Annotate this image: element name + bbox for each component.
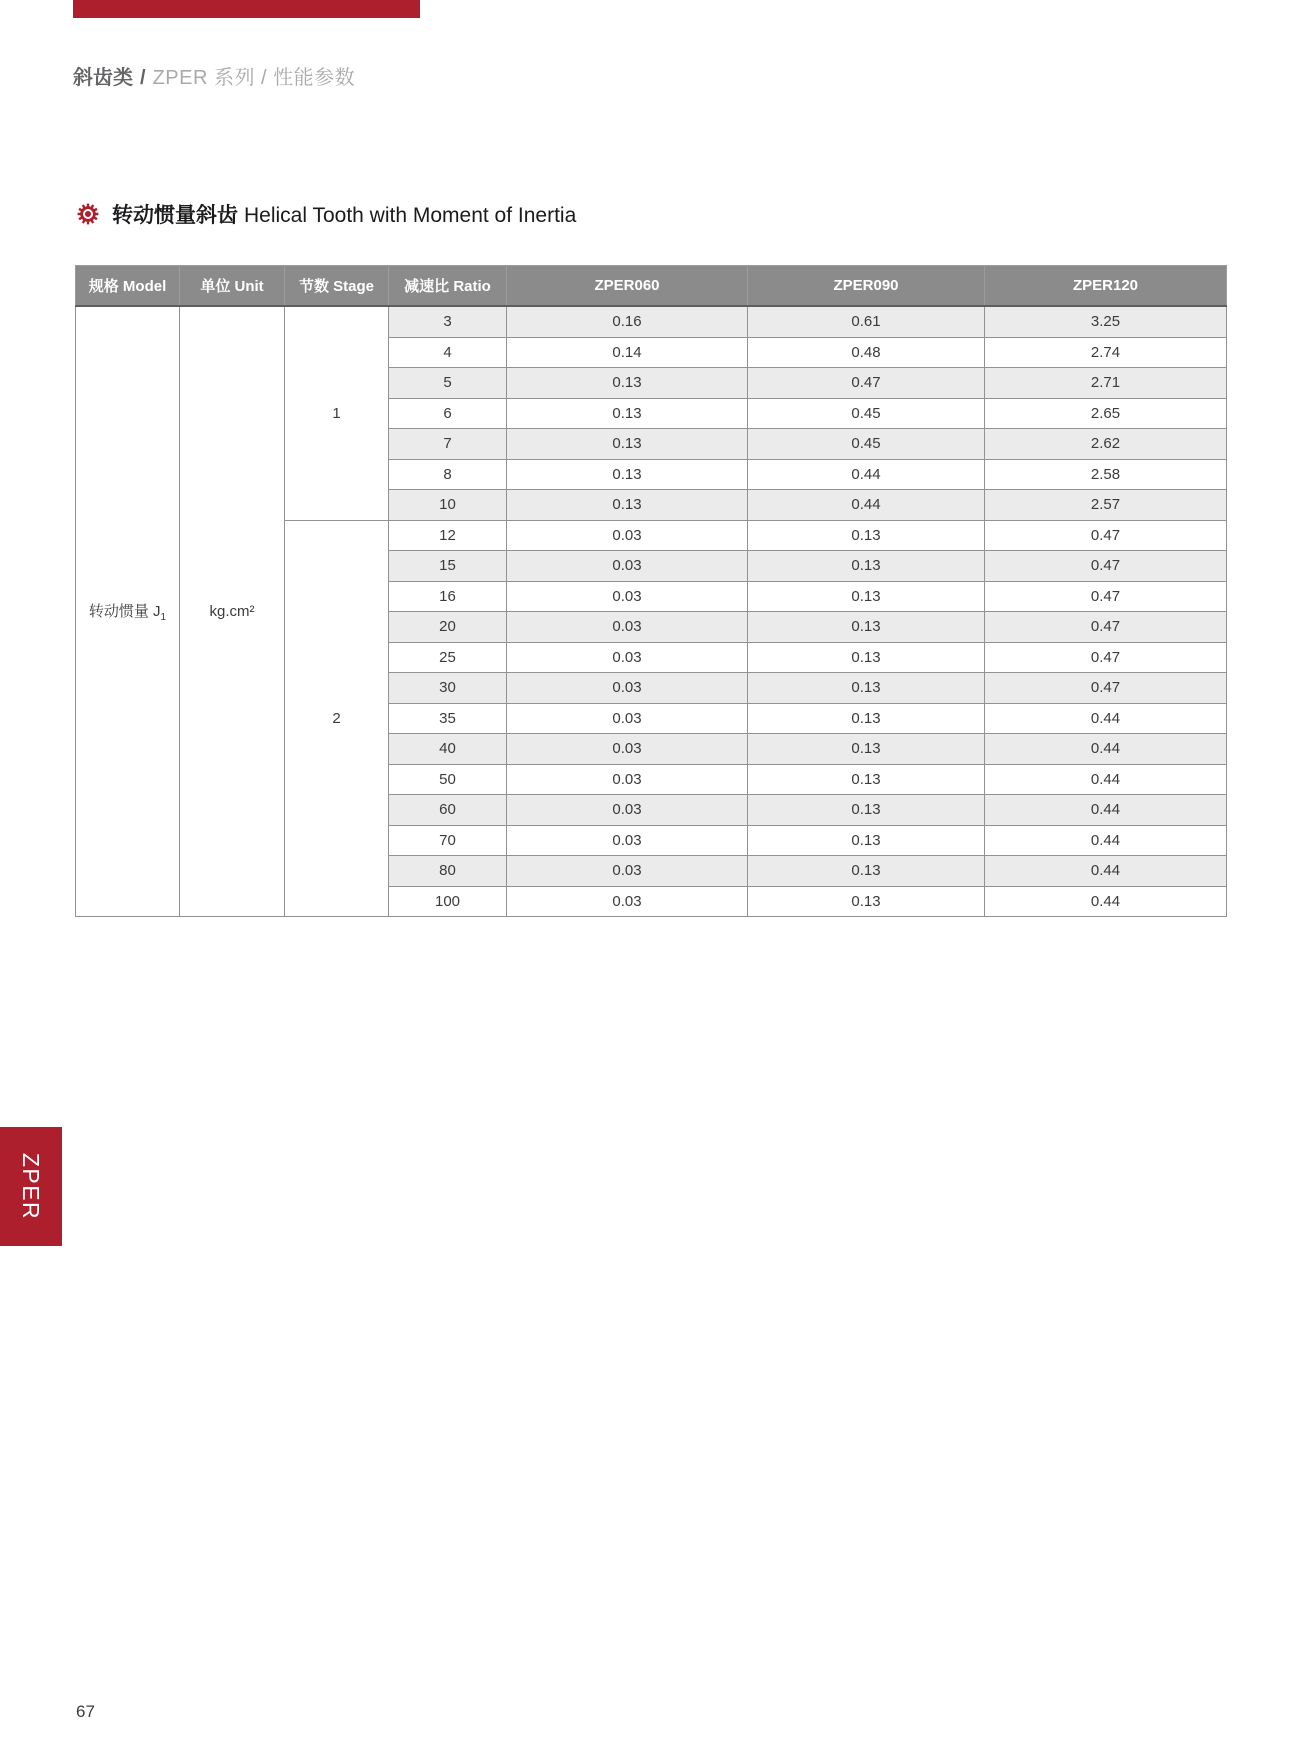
breadcrumb [73, 64, 355, 92]
col-header-unit: 单位 Unit [180, 266, 285, 307]
value-cell-zper060: 0.03 [507, 581, 748, 612]
col-header-zper090: ZPER090 [748, 266, 985, 307]
ratio-cell: 25 [389, 642, 507, 673]
ratio-cell: 5 [389, 368, 507, 399]
ratio-cell: 30 [389, 673, 507, 704]
value-cell-zper120: 0.44 [985, 825, 1227, 856]
stage-cell: 2 [285, 520, 389, 917]
value-cell-zper120: 0.44 [985, 856, 1227, 887]
value-cell-zper090: 0.13 [748, 520, 985, 551]
value-cell-zper060: 0.03 [507, 856, 748, 887]
inertia-table-wrap [75, 265, 1226, 917]
value-cell-zper060: 0.13 [507, 459, 748, 490]
value-cell-zper060: 0.16 [507, 306, 748, 337]
model-cell: 转动惯量 $J_1$ [76, 306, 180, 917]
ratio-cell: 10 [389, 490, 507, 521]
value-cell-zper120: 0.47 [985, 642, 1227, 673]
inertia-table-body [76, 306, 1227, 917]
ratio-cell: 15 [389, 551, 507, 582]
gear-icon [76, 202, 100, 226]
side-tab-label: ZPER [18, 1152, 45, 1221]
value-cell-zper120: 3.25 [985, 306, 1227, 337]
col-header-zper060: ZPER060 [507, 266, 748, 307]
value-cell-zper090: 0.13 [748, 856, 985, 887]
value-cell-zper090: 0.13 [748, 703, 985, 734]
value-cell-zper060: 0.13 [507, 368, 748, 399]
value-cell-zper090: 0.13 [748, 612, 985, 643]
page-number: 67 [76, 1702, 95, 1721]
value-cell-zper120: 2.65 [985, 398, 1227, 429]
value-cell-zper120: 0.44 [985, 795, 1227, 826]
value-cell-zper090: 0.44 [748, 490, 985, 521]
value-cell-zper060: 0.03 [507, 886, 748, 917]
value-cell-zper120: 0.47 [985, 520, 1227, 551]
value-cell-zper120: 0.47 [985, 581, 1227, 612]
side-tab-zper [0, 1127, 62, 1246]
value-cell-zper090: 0.13 [748, 764, 985, 795]
value-cell-zper060: 0.03 [507, 764, 748, 795]
value-cell-zper120: 0.44 [985, 703, 1227, 734]
value-cell-zper060: 0.14 [507, 337, 748, 368]
value-cell-zper090: 0.44 [748, 459, 985, 490]
value-cell-zper120: 0.47 [985, 612, 1227, 643]
col-header-model: 规格 Model [76, 266, 180, 307]
ratio-cell: 4 [389, 337, 507, 368]
ratio-cell: 35 [389, 703, 507, 734]
value-cell-zper090: 0.13 [748, 825, 985, 856]
value-cell-zper120: 2.71 [985, 368, 1227, 399]
ratio-cell: 7 [389, 429, 507, 460]
value-cell-zper060: 0.13 [507, 398, 748, 429]
ratio-cell: 100 [389, 886, 507, 917]
breadcrumb-trail: ZPER 系列 / 性能参数 [152, 67, 356, 89]
unit-cell: kg.cm² [180, 306, 285, 917]
value-cell-zper060: 0.03 [507, 825, 748, 856]
value-cell-zper090: 0.61 [748, 306, 985, 337]
ratio-cell: 60 [389, 795, 507, 826]
value-cell-zper060: 0.03 [507, 703, 748, 734]
ratio-cell: 50 [389, 764, 507, 795]
value-cell-zper120: 0.47 [985, 551, 1227, 582]
inertia-table [75, 265, 1227, 917]
value-cell-zper060: 0.03 [507, 551, 748, 582]
value-cell-zper060: 0.03 [507, 795, 748, 826]
value-cell-zper120: 0.47 [985, 673, 1227, 704]
value-cell-zper090: 0.47 [748, 368, 985, 399]
breadcrumb-separator: / [140, 67, 146, 89]
ratio-cell: 3 [389, 306, 507, 337]
ratio-cell: 16 [389, 581, 507, 612]
value-cell-zper060: 0.13 [507, 490, 748, 521]
value-cell-zper060: 0.03 [507, 520, 748, 551]
breadcrumb-section: 斜齿类 [73, 67, 133, 89]
value-cell-zper120: 2.57 [985, 490, 1227, 521]
value-cell-zper120: 2.74 [985, 337, 1227, 368]
stage-cell: 1 [285, 306, 389, 520]
value-cell-zper060: 0.03 [507, 734, 748, 765]
value-cell-zper090: 0.45 [748, 398, 985, 429]
value-cell-zper120: 0.44 [985, 734, 1227, 765]
section-title-cn: 转动惯量斜齿 [112, 204, 238, 227]
col-header-zper120: ZPER120 [985, 266, 1227, 307]
value-cell-zper090: 0.48 [748, 337, 985, 368]
value-cell-zper090: 0.13 [748, 886, 985, 917]
section-title-en: Helical Tooth with Moment of Inertia [244, 204, 577, 227]
col-header-ratio: 减速比 Ratio [389, 266, 507, 307]
col-header-stage: 节数 Stage [285, 266, 389, 307]
value-cell-zper120: 0.44 [985, 886, 1227, 917]
value-cell-zper090: 0.13 [748, 581, 985, 612]
value-cell-zper060: 0.03 [507, 642, 748, 673]
value-cell-zper120: 0.44 [985, 764, 1227, 795]
value-cell-zper090: 0.13 [748, 734, 985, 765]
value-cell-zper090: 0.45 [748, 429, 985, 460]
table-row [76, 306, 1227, 337]
ratio-cell: 20 [389, 612, 507, 643]
ratio-cell: 8 [389, 459, 507, 490]
ratio-cell: 70 [389, 825, 507, 856]
value-cell-zper090: 0.13 [748, 642, 985, 673]
value-cell-zper120: 2.58 [985, 459, 1227, 490]
value-cell-zper090: 0.13 [748, 551, 985, 582]
page-title [112, 199, 576, 229]
value-cell-zper090: 0.13 [748, 795, 985, 826]
value-cell-zper060: 0.03 [507, 612, 748, 643]
ratio-cell: 12 [389, 520, 507, 551]
value-cell-zper060: 0.03 [507, 673, 748, 704]
table-header-row [76, 266, 1227, 307]
value-cell-zper060: 0.13 [507, 429, 748, 460]
value-cell-zper120: 2.62 [985, 429, 1227, 460]
ratio-cell: 80 [389, 856, 507, 887]
section-header [76, 199, 576, 229]
ratio-cell: 40 [389, 734, 507, 765]
top-accent-bar [73, 0, 420, 18]
value-cell-zper090: 0.13 [748, 673, 985, 704]
ratio-cell: 6 [389, 398, 507, 429]
